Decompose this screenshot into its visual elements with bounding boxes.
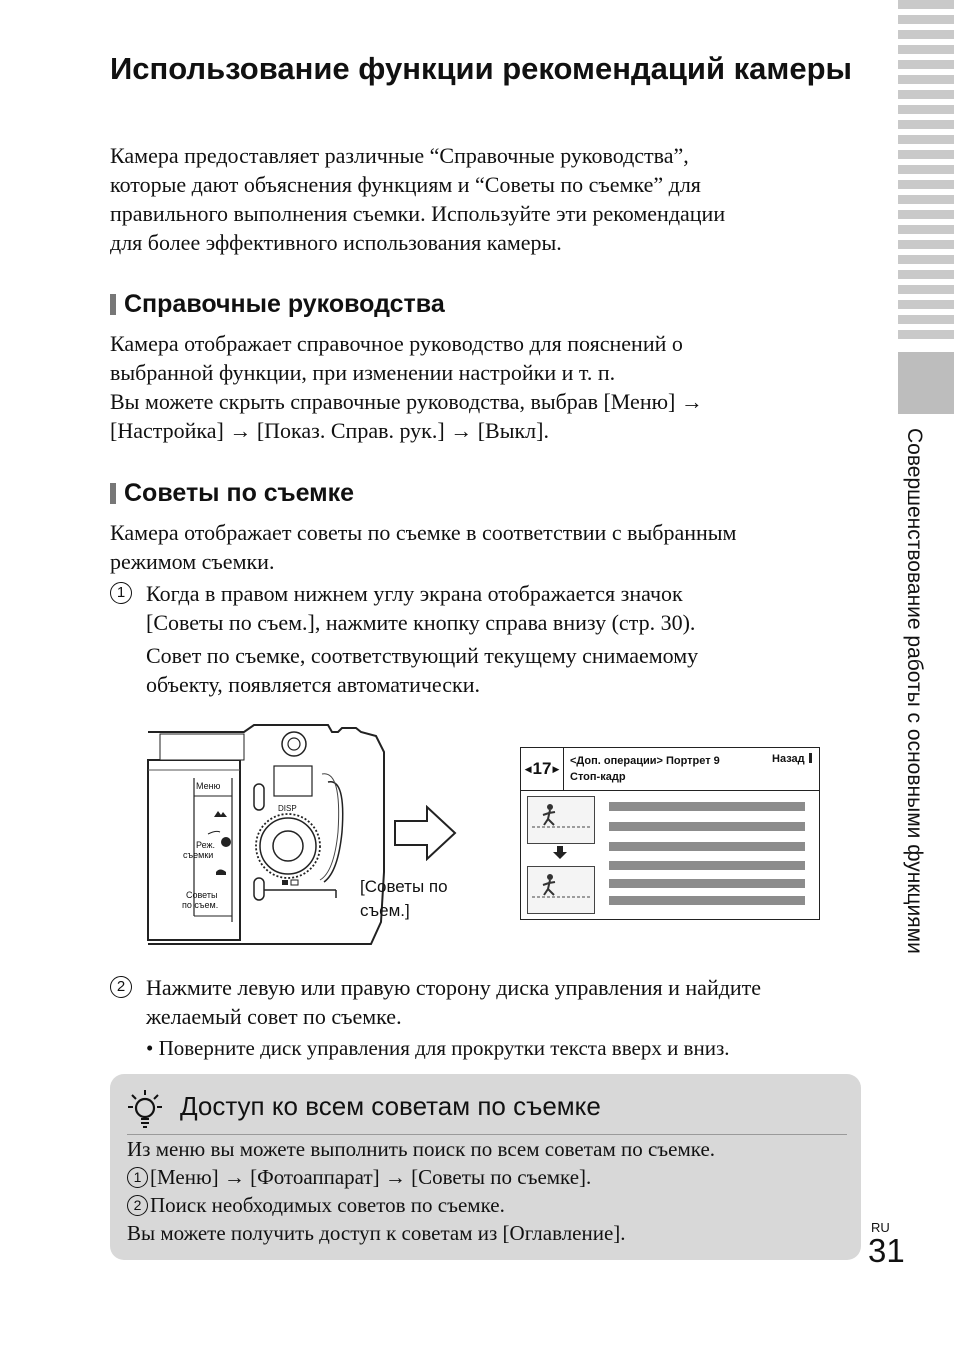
side-tab-stripes (898, 0, 954, 345)
step-line: Когда в правом нижнем углу экрана отображается значок (146, 581, 683, 606)
hint-line: Из меню вы можете выполнить поиск по всем советам по съемке. (127, 1137, 716, 1161)
runner-icon (528, 797, 594, 843)
runner-icon (528, 867, 594, 913)
section2-line: Камера отображает советы по съемке в соответствии с выбранным (110, 520, 737, 545)
hint-step-text: [Меню] → [Фотоаппарат] → [Советы по съемке]. (150, 1165, 592, 1189)
camera-tips-label: по съем. (182, 900, 219, 910)
text-placeholder-line (609, 802, 805, 811)
hint-title: Доступ ко всем советам по съемке (180, 1091, 601, 1121)
hint-step-text: Поиск необходимых советов по съемке. (150, 1193, 505, 1217)
side-tab-marker (898, 352, 954, 414)
language-label: RU (871, 1220, 890, 1235)
text-placeholder-line (609, 822, 805, 831)
step-text (146, 973, 761, 1031)
lightbulb-icon (128, 1090, 162, 1128)
down-arrow-icon (553, 846, 567, 860)
step-line: [Советы по съем.], нажмите кнопку справа внизу (стр. 30). (146, 610, 696, 635)
step1-sub-line: Совет по съемке, соответствующий текущему снимаемому (146, 643, 699, 668)
intro-line: для более эффективного использования камеры. (110, 230, 562, 255)
hint-line: Вы можете получить доступ к советам из [Оглавление]. (127, 1221, 626, 1245)
step-text (146, 579, 695, 637)
intro-line: правильного выполнения съемки. Используйте эти рекомендации (110, 201, 726, 226)
section1-line: выбранной функции, при изменении настройки и т. п. (110, 360, 616, 385)
text-placeholder-line (609, 879, 805, 888)
section-heading-tips (110, 479, 354, 508)
section2-line: режимом съемки. (110, 549, 275, 574)
section1-line: [Настройка] → [Показ. Справ. рук.] → [Выкл]. (110, 418, 549, 443)
left-triangle-icon: ◀ (524, 763, 532, 774)
screen-title: <Доп. операции> Портрет 9 (570, 755, 720, 767)
step-2 (110, 973, 870, 1031)
text-placeholder-line (609, 861, 805, 870)
callout-label (360, 875, 448, 923)
side-tab-label: Совершенствование работы с основными функциями (903, 428, 926, 954)
page-title: Использование функции рекомендаций камеры (110, 51, 852, 86)
page-number: 31 (868, 1232, 905, 1269)
tips-screen-illustration (520, 747, 820, 920)
step-line: желаемый совет по съемке. (146, 1004, 402, 1029)
callout-line: [Советы по (360, 877, 448, 896)
hint-step-number: 2 (127, 1195, 148, 1216)
screen-thumbnail (527, 866, 595, 914)
step-number: 2 (110, 976, 132, 998)
intro-line: которые дают объяснения функциям и “Советы по съемке” для (110, 172, 701, 197)
step2-bullet: • Поверните диск управления для прокрутки текста вверх и вниз. (146, 1036, 730, 1060)
callout-line: съем.] (360, 901, 410, 920)
hint-box (110, 1074, 861, 1260)
camera-disp-label: DISP (278, 804, 297, 813)
section-heading-text: Справочные руководства (124, 290, 445, 318)
step-line: Нажмите левую или правую сторону диска управления и найдите (146, 975, 762, 1000)
heading-bar (110, 483, 116, 504)
screen-tip-number-value: 17 (532, 759, 552, 778)
screen-header (521, 748, 819, 791)
step-1 (110, 579, 870, 637)
section1-line: Камера отображает справочное руководство для пояснений о (110, 331, 683, 356)
hint-step-number: 1 (127, 1167, 148, 1188)
section1-line: Вы можете скрыть справочные руководства, выбрав [Меню] → (110, 389, 703, 414)
right-triangle-icon: ▶ (552, 763, 560, 774)
screen-subtitle: Стоп-кадр (570, 771, 626, 783)
screen-thumbnail (527, 796, 595, 844)
camera-mode-label: съемки (183, 850, 214, 860)
text-placeholder-line (609, 842, 805, 851)
text-placeholder-line (609, 896, 805, 905)
arrow-right-icon (393, 805, 457, 861)
step1-sub-line: объекту, появляется автоматически. (146, 672, 480, 697)
intro-line: Камера предоставляет различные “Справочные руководства”, (110, 143, 689, 168)
camera-mode-label: Реж. (196, 840, 216, 850)
hint-step-2 (127, 1191, 505, 1219)
hint-step-1 (127, 1163, 591, 1191)
step-number: 1 (110, 582, 132, 604)
section-heading-guides (110, 290, 445, 319)
screen-tip-number (521, 748, 564, 790)
heading-bar (110, 294, 116, 315)
camera-tips-label: Советы (186, 890, 218, 900)
section-heading-text: Советы по съемке (124, 479, 355, 507)
screen-back-label: Назад (772, 753, 812, 765)
camera-menu-label: Меню (196, 781, 221, 791)
